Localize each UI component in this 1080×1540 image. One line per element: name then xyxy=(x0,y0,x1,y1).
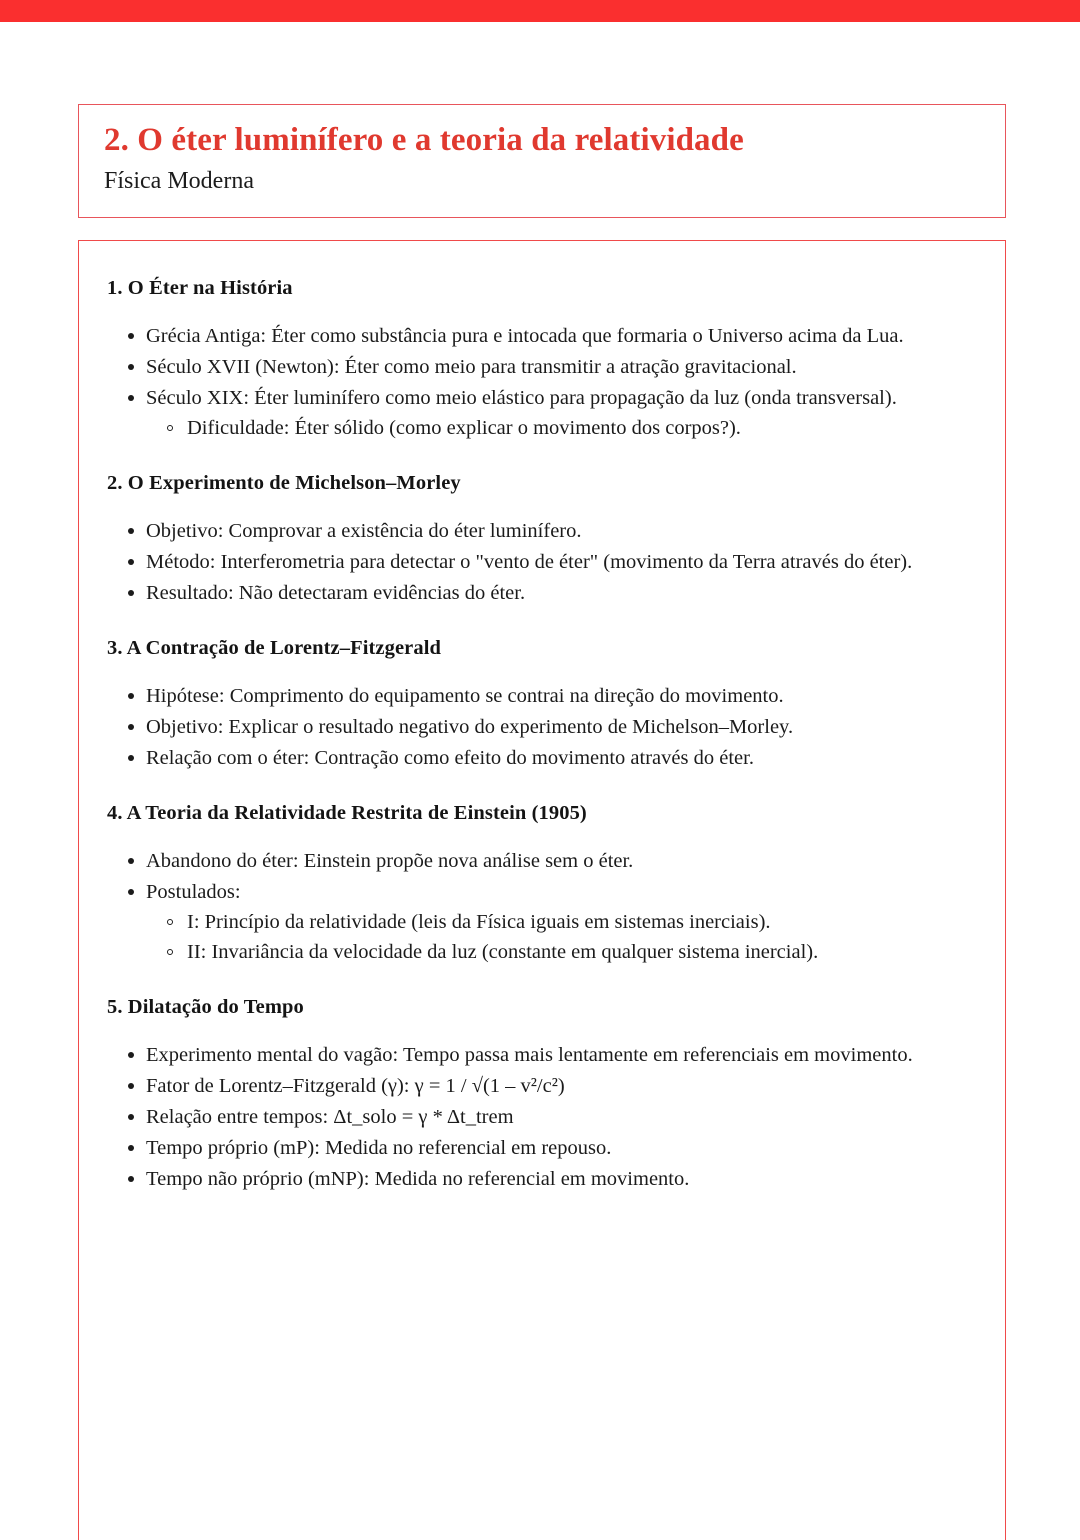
page-subtitle: Física Moderna xyxy=(104,167,254,194)
section-1 xyxy=(107,275,975,443)
list-item xyxy=(107,383,975,443)
page-title: 2. O éter luminífero e a teoria da relatividade xyxy=(104,122,744,158)
list-item-text: Tempo não próprio (mNP): Medida no referencial em movimento. xyxy=(146,1168,690,1191)
bullet-list xyxy=(107,846,975,968)
section-heading: 5. Dilatação do Tempo xyxy=(107,996,304,1019)
list-item xyxy=(107,846,975,876)
list-item-text: Grécia Antiga: Éter como substância pura e intocada que formaria o Universo acima da Lua. xyxy=(146,324,904,347)
bullet-list xyxy=(107,681,975,773)
section-heading: 1. O Éter na História xyxy=(107,277,293,299)
sub-list-item-text: I: Princípio da relatividade (leis da Física iguais em sistemas inerciais). xyxy=(187,911,771,934)
list-item xyxy=(107,578,975,608)
list-item xyxy=(107,1133,975,1163)
sub-list-item-text: II: Invariância da velocidade da luz (constante em qualquer sistema inercial). xyxy=(187,941,819,964)
list-item-text: Tempo próprio (mP): Medida no referencial em repouso. xyxy=(146,1137,612,1160)
list-item xyxy=(107,743,975,773)
list-item xyxy=(107,547,975,577)
list-item xyxy=(107,681,975,711)
list-item xyxy=(107,1102,975,1132)
list-item-text: Século XVII (Newton): Éter como meio para transmitir a atração gravitacional. xyxy=(146,355,797,378)
list-item xyxy=(107,321,975,351)
bullet-list xyxy=(107,321,975,444)
section-4 xyxy=(107,800,975,967)
list-item-text: Experimento mental do vagão: Tempo passa mais lentamente em referenciais em movimento. xyxy=(146,1043,913,1066)
section-2 xyxy=(107,470,975,608)
section-3 xyxy=(107,635,975,773)
list-item xyxy=(107,712,975,742)
sub-bullet-list xyxy=(146,413,975,443)
list-item-text: Postulados: xyxy=(146,880,241,903)
lorentz-factor-formula: Fator de Lorentz–Fitzgerald (γ): γ = 1 / √(1 – v²/c²) xyxy=(146,1075,565,1098)
list-item-text: Relação com o éter: Contração como efeito do movimento através do éter. xyxy=(146,747,754,770)
sub-list-item xyxy=(146,907,975,937)
bullet-list xyxy=(107,1040,975,1195)
sub-bullet-list xyxy=(146,907,975,967)
list-item xyxy=(107,1071,975,1101)
list-item-text: Século XIX: Éter luminífero como meio elástico para propagação da luz (onda transversal). xyxy=(146,386,897,409)
list-item-text: Objetivo: Explicar o resultado negativo do experimento de Michelson–Morley. xyxy=(146,715,794,738)
list-item xyxy=(107,1040,975,1070)
list-item xyxy=(107,352,975,382)
sub-list-item xyxy=(146,937,975,967)
document-header-box xyxy=(78,104,1006,218)
section-heading: 2. O Experimento de Michelson–Morley xyxy=(107,472,461,495)
list-item xyxy=(107,516,975,546)
section-heading: 3. A Contração de Lorentz–Fitzgerald xyxy=(107,637,442,660)
list-item xyxy=(107,1164,975,1194)
time-relation-formula: Relação entre tempos: Δt_solo = γ * Δt_trem xyxy=(146,1106,514,1129)
list-item-text: Hipótese: Comprimento do equipamento se contrai na direção do movimento. xyxy=(146,684,784,707)
list-item xyxy=(107,877,975,967)
sub-list-item xyxy=(146,413,975,443)
list-item-text: Objetivo: Comprovar a existência do éter luminífero. xyxy=(146,519,582,542)
list-item-text: Resultado: Não detectaram evidências do éter. xyxy=(146,582,526,605)
section-5 xyxy=(107,994,975,1194)
sub-list-item-text: Dificuldade: Éter sólido (como explicar o movimento dos corpos?). xyxy=(187,417,741,440)
section-heading: 4. A Teoria da Relatividade Restrita de Einstein (1905) xyxy=(107,802,587,825)
top-accent-bar xyxy=(0,0,1080,22)
bullet-list xyxy=(107,516,975,608)
document-content-box xyxy=(78,240,1006,1540)
list-item-text: Método: Interferometria para detectar o "vento de éter" (movimento da Terra através do éter). xyxy=(146,550,913,573)
list-item-text: Abandono do éter: Einstein propõe nova análise sem o éter. xyxy=(146,849,634,872)
